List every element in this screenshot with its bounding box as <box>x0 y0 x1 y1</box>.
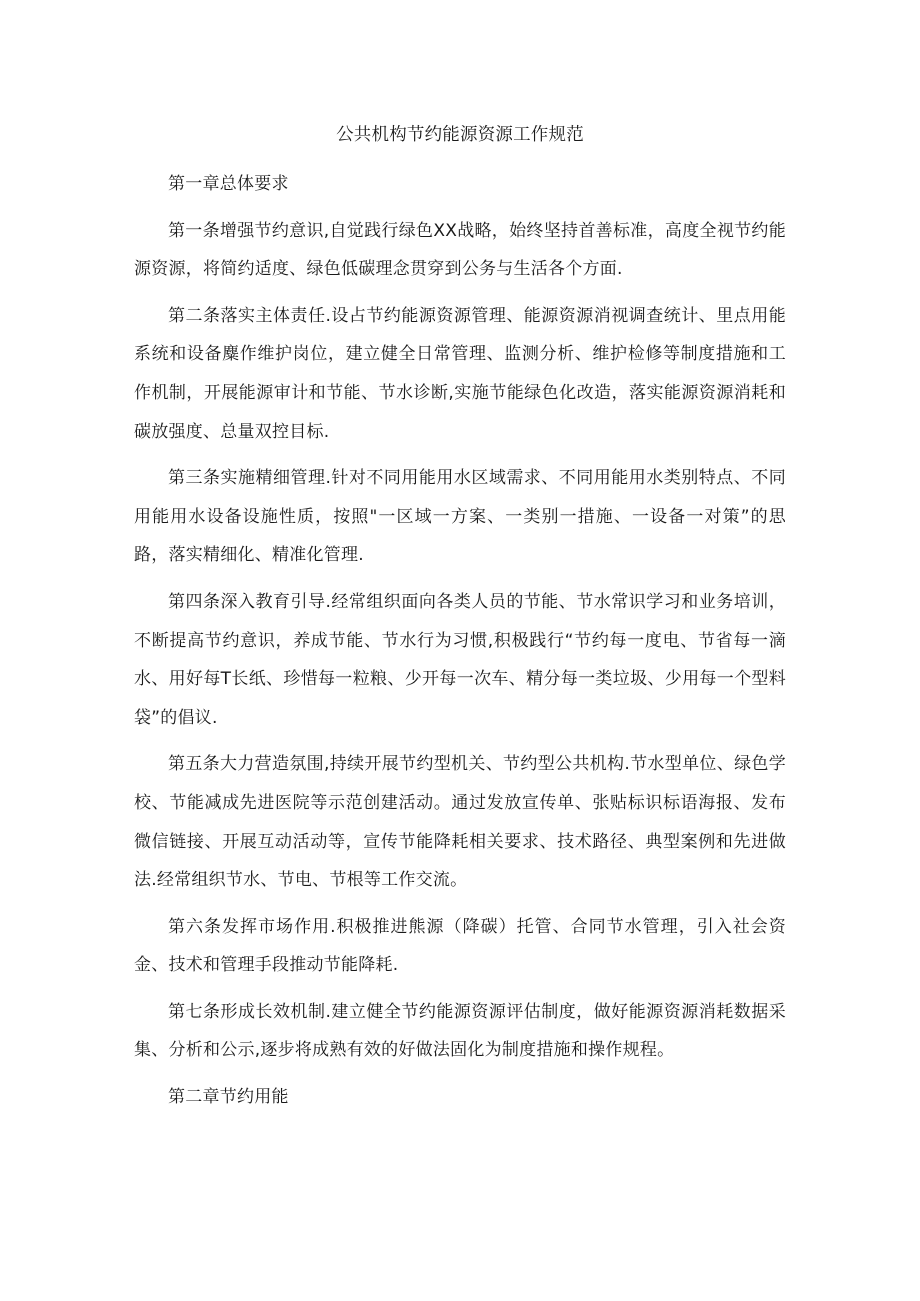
chapter-heading-1: 第一章总体要求 <box>168 174 289 194</box>
article-3: 第三条实施精细管理.针对不同用能用水区域需求、不同用能用水类别特点、不同用能用水设备设施性质，按照"一区域一方案、一类别一措施、一设备一对策”的思路，落实精细化、精准化管理. <box>134 468 786 566</box>
article-2: 第二条落实主体责任.设占节约能源资源管理、能源资源消视调查统计、里点用能系统和设备麋作维护岗位，建立健全日常管理、监测分析、维护检修等制度措施和工作机制，开展能源审计和节能、节水诊断,实施节能绿色化改造，落实能源资源消耗和碳放强度、总量双控目标. <box>134 305 786 442</box>
document-title: 公共机构节约能源资源工作规范 <box>336 125 584 145</box>
chapter-heading-2: 第二章节约用能 <box>168 1087 289 1108</box>
article-7: 第七条形成长效机制.建立健全节约能源资源评估制度，做好能源资源消耗数据采集、分析和公示,逐步将成熟有效的好做法固化为制度措施和操作规程。 <box>134 1001 786 1061</box>
article-1: 第一条增强节约意识,自觉践行绿色XX战略，始终坚持首善标准，高度全视节约能源资源，将简约适度、绿色低碳理念贯穿到公务与生活各个方面. <box>134 220 786 280</box>
article-4: 第四条深入教育引导.经常组织面向各类人员的节能、节水常识学习和业务培训，不断提高节约意识，养成节能、节水行为习惯,积极践行“节约每一度电、节省每一滴水、用好每T长纸、珍惜每一粒粮、少开每一次车、精分每一类垃圾、少用每一个型料袋”的倡议. <box>134 591 786 728</box>
article-6: 第六条发挥市场作用.积极推进熊源（降碳）托管、合同节水管理，引入社会资金、技术和管理手段推动节能降耗. <box>134 916 786 976</box>
article-5: 第五条大力营造氛围,持续开展节约型机关、节约型公共机构.节水型单位、绿色学校、节能减成先进医院等示范创建活动。通过发放宣传单、张贴标识标语海报、发布微信链接、开展互动活动等，宣传节能降耗相关要求、技术路径、典型案例和先进做法.经常组织节水、节电、节根等工作交流。 <box>134 754 786 891</box>
